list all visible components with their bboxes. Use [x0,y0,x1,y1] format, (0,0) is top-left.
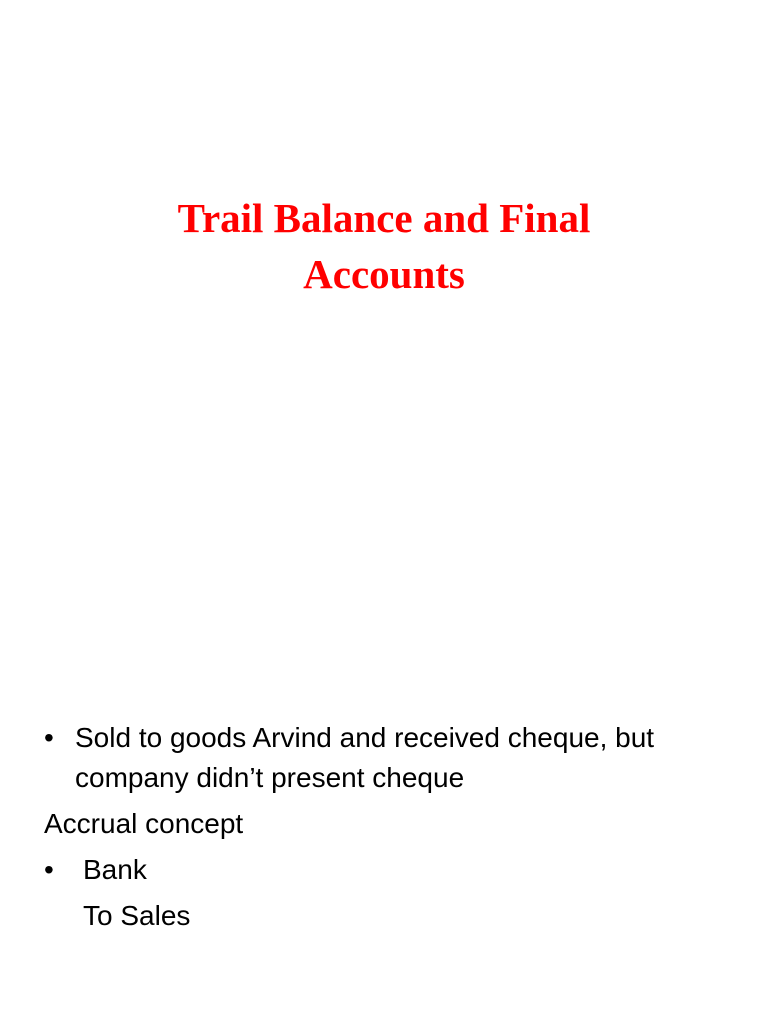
bullet-text-line-2: company didn’t present cheque [75,762,465,793]
bullet-icon: • [44,854,54,885]
bullet-text-line-1: Sold to goods Arvind and received cheque, but [75,722,655,753]
bullet-item-sale [44,718,744,798]
title-line-2: Accounts [303,251,465,297]
slide-title [0,190,768,302]
bullet-item-bank [44,850,744,890]
slide-body [44,718,744,936]
sub-entry-text: To Sales [83,900,191,931]
concept-label: Accrual concept [44,808,244,839]
title-line-1: Trail Balance and Final [177,195,591,241]
bullet-text: Bank [83,854,147,885]
bullet-icon: • [44,722,54,753]
